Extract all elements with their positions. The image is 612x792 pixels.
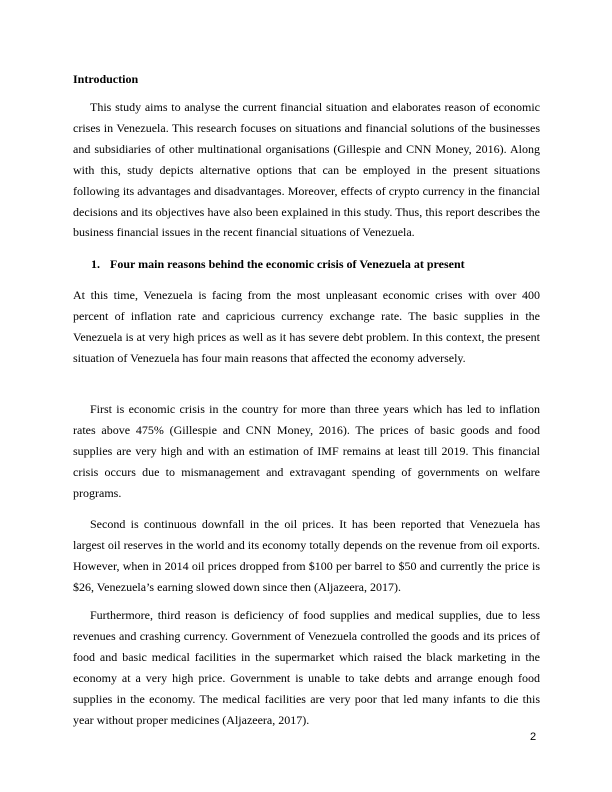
section-heading <box>91 257 465 271</box>
body-paragraph-1: At this time, Venezuela is facing from the most unpleasant economic crises with over 400 percent of inflation rate and capricious currency exchange rate. The basic supplies in the Venezuela is at very high prices as well as it has severe debt problem. In this context, the present situation of Venezuela has four main reasons that affected the economy adversely. <box>73 288 540 365</box>
section-title: Four main reasons behind the economic crisis of Venezuela at present <box>110 257 465 271</box>
body-paragraph-2: First is economic crisis in the country for more than three years which has led to inflation rates above 475% (Gillespie and CNN Money, 2016). The prices of basic goods and food supplies are very high and with an estimation of IMF remains at least till 2019. This financial crisis occurs due to mismanagement and extravagant spending of governments on welfare programs. <box>73 402 540 500</box>
page-number: 2 <box>530 731 537 743</box>
introduction-paragraph: This study aims to analyse the current financial situation and elaborates reason of economic crises in Venezuela. This research focuses on situations and financial solutions of the businesses and subsidiaries of other multinational organisations (Gillespie and CNN Money, 2016). Along with this, study depicts alternative options that can be employed in the present situations following its advantages and disadvantages. Moreover, effects of crypto currency in the financial decisions and its objectives have also been explained in this study. Thus, this report describes the business financial issues in the recent financial situations of Venezuela. <box>73 100 540 240</box>
introduction-heading: Introduction <box>73 72 139 86</box>
body-paragraph-3: Second is continuous downfall in the oil prices. It has been reported that Venezuela has largest oil reserves in the world and its economy totally depends on the revenue from oil exports. However, when in 2014 oil prices dropped from $100 per barrel to $50 and currently the price is $26, Venezuela’s earning slowed down since then (Aljazeera, 2017). <box>73 517 540 594</box>
section-number: 1. <box>91 257 100 271</box>
body-paragraph-4: Furthermore, third reason is deficiency of food supplies and medical supplies, due to less revenues and crashing currency. Government of Venezuela controlled the goods and its prices of food and basic medical facilities in the supermarket which raised the black marketing in the economy at a very high price. Government is unable to take debts and arrange enough food supplies in the economy. The medical facilities are very poor that led many infants to die this year without proper medicines (Aljazeera, 2017). <box>73 608 540 727</box>
